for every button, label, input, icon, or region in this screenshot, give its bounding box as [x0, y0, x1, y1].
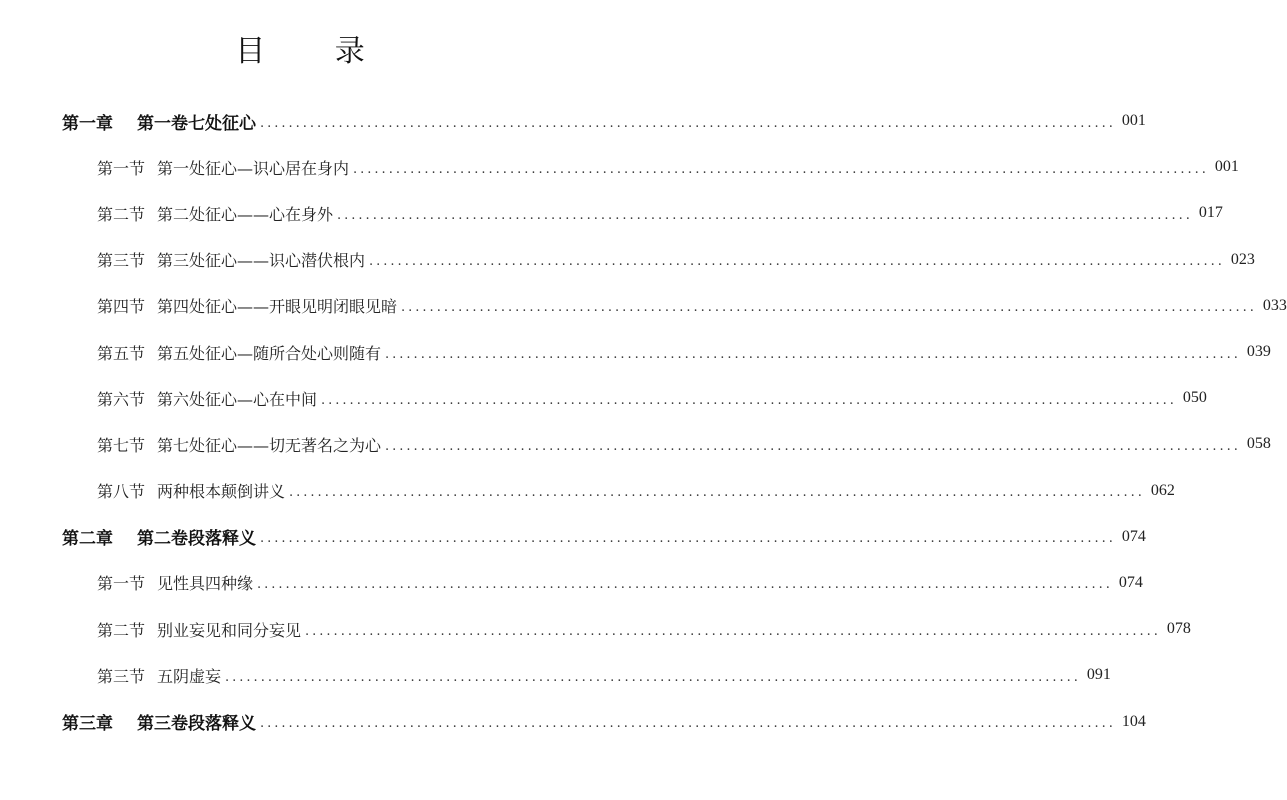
page-number: 104 [1121, 712, 1146, 730]
page-number: 091 [1086, 666, 1111, 684]
dot-leader: ........................................................................................................................ [385, 346, 1241, 362]
page-number: 050 [1182, 389, 1207, 407]
dot-leader: ........................................................................................................................ [401, 300, 1257, 316]
toc-section-entry[interactable] [0, 283, 1287, 329]
toc-chapter-entry[interactable] [0, 98, 1146, 144]
dot-leader: ........................................................................................................................ [385, 438, 1241, 454]
chapter-title: 第一卷七处征心 [137, 113, 256, 134]
page-number: 001 [1214, 158, 1239, 176]
section-title: 五阴虚妄 [157, 666, 222, 686]
toc-chapter-entry[interactable] [0, 698, 1146, 744]
page-number: 078 [1166, 620, 1191, 638]
toc-section-entry[interactable] [0, 329, 1271, 375]
section-number: 第五节 [97, 343, 146, 363]
section-title: 第六处征心—心在中间 [157, 389, 318, 409]
page-number: 062 [1150, 481, 1175, 499]
dot-leader: ........................................................................................................................ [337, 207, 1193, 223]
dot-leader: ........................................................................................................................ [257, 577, 1113, 593]
dot-leader: ........................................................................................................................ [305, 623, 1161, 639]
toc-chapter-entry[interactable] [0, 514, 1146, 560]
dot-leader: ........................................................................................................................ [369, 254, 1225, 270]
page-number: 058 [1246, 435, 1271, 453]
section-title: 第四处征心——开眼见明闭眼见暗 [157, 297, 398, 317]
section-title: 第三处征心——识心潜伏根内 [157, 251, 366, 271]
toc-section-entry[interactable] [0, 652, 1111, 698]
dot-leader: ........................................................................................................................ [260, 531, 1116, 547]
page-number: 023 [1230, 250, 1255, 268]
page-number: 074 [1121, 527, 1146, 545]
section-title: 第二处征心——心在身外 [157, 204, 334, 224]
toc-section-entry[interactable] [0, 421, 1271, 467]
page-number: 001 [1121, 112, 1146, 130]
chapter-number: 第三章 [62, 714, 113, 735]
page-title: 目 录 [235, 34, 395, 69]
section-number: 第六节 [97, 389, 146, 409]
section-number: 第三节 [97, 251, 146, 271]
page-number: 017 [1198, 204, 1223, 222]
toc-section-entry[interactable] [0, 468, 1175, 514]
chapter-number: 第二章 [62, 529, 113, 550]
section-number: 第一节 [97, 158, 146, 178]
section-number: 第二节 [97, 204, 146, 224]
toc-section-entry[interactable] [0, 606, 1191, 652]
page-number: 039 [1246, 343, 1271, 361]
section-title: 第一处征心—识心居在身内 [157, 158, 350, 178]
toc-section-entry[interactable] [0, 237, 1255, 283]
page-number: 033 [1262, 296, 1287, 314]
dot-leader: ........................................................................................................................ [321, 392, 1177, 408]
section-number: 第八节 [97, 482, 146, 502]
section-number: 第四节 [97, 297, 146, 317]
section-title: 第五处征心—随所合处心则随有 [157, 343, 382, 363]
page-number: 074 [1118, 573, 1143, 591]
section-title: 别业妄见和同分妄见 [157, 620, 302, 640]
section-number: 第一节 [97, 574, 146, 594]
dot-leader: ........................................................................................................................ [260, 716, 1116, 732]
section-title: 见性具四种缘 [157, 574, 254, 594]
section-number: 第二节 [97, 620, 146, 640]
table-of-contents [0, 98, 1287, 745]
chapter-title: 第三卷段落释义 [137, 714, 256, 735]
chapter-title: 第二卷段落释义 [137, 529, 256, 550]
section-title: 第七处征心——切无著名之为心 [157, 435, 382, 455]
chapter-number: 第一章 [62, 113, 113, 134]
section-number: 第三节 [97, 666, 146, 686]
section-number: 第七节 [97, 435, 146, 455]
toc-section-entry[interactable] [0, 560, 1143, 606]
section-title: 两种根本颠倒讲义 [157, 482, 286, 502]
toc-section-entry[interactable] [0, 190, 1223, 236]
dot-leader: ........................................................................................................................ [260, 115, 1116, 131]
dot-leader: ........................................................................................................................ [289, 485, 1145, 501]
toc-section-entry[interactable] [0, 144, 1239, 190]
dot-leader: ........................................................................................................................ [353, 161, 1209, 177]
dot-leader: ........................................................................................................................ [225, 669, 1081, 685]
toc-section-entry[interactable] [0, 375, 1207, 421]
